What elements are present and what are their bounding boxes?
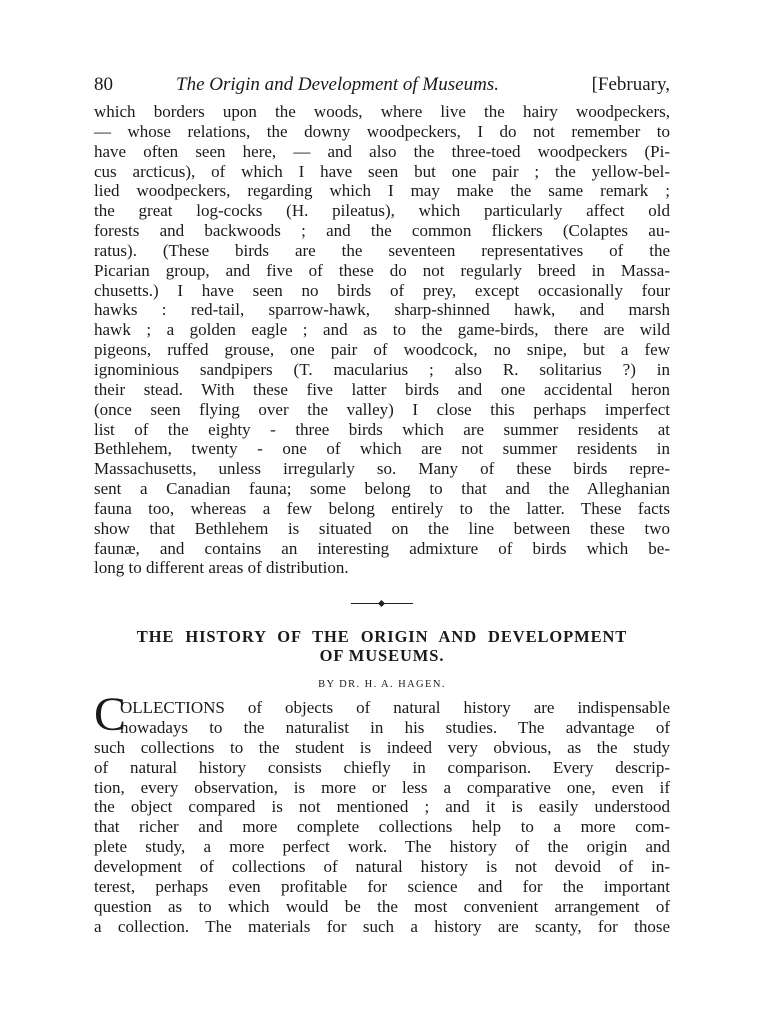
- paragraph-birds: [94, 102, 670, 578]
- text-line: which borders upon the woods, where live the hairy woodpeckers,: [94, 102, 670, 121]
- text-line: their stead. With these five latter birds and one accidental heron: [94, 379, 670, 399]
- text-line: pigeons, ruffed grouse, one pair of woodcock, no snipe, but a few: [94, 340, 670, 360]
- text-line: Massachusetts, unless irregularly so. Many of these birds repre-: [94, 459, 670, 479]
- text-line: that richer and more complete collections help to a more com-: [94, 817, 670, 837]
- text-line: list of the eighty - three birds which are summer residents at: [94, 419, 670, 439]
- journal-page: [94, 72, 670, 936]
- text-line: question as to which would be the most convenient arrangement of: [94, 896, 670, 916]
- text-line: sent a Canadian fauna; some belong to that and the Alleghanian: [94, 479, 670, 499]
- text-line: OLLECTIONS of objects of natural history are indispensable: [120, 698, 670, 718]
- article-title-line: OF MUSEUMS.: [319, 646, 445, 666]
- divider-ornament-icon: [378, 600, 385, 607]
- text-line: hawks : red-tail, sparrow-hawk, sharp-shinned hawk, and marsh: [94, 300, 670, 320]
- text-line: have often seen here, — and also the three-toed woodpeckers (Pi-: [94, 141, 670, 161]
- text-line: of natural history consists chiefly in comparison. Every descrip-: [94, 757, 670, 777]
- text-line: fauna too, whereas a few belong entirely to the latter. These facts: [94, 498, 670, 518]
- byline: BY DR. H. A. HAGEN.: [318, 679, 446, 691]
- page-number: 80: [94, 74, 113, 95]
- text-line: development of collections of natural history is not devoid of in-: [94, 857, 670, 876]
- text-line: the great log-cocks (H. pileatus), which particularly affect old: [94, 201, 670, 221]
- article-title-line: THE HISTORY OF THE ORIGIN AND DEVELOPMENT: [136, 627, 628, 647]
- text-line: — whose relations, the downy woodpeckers, I do not remember to: [94, 121, 670, 141]
- text-line: chusetts.) I have seen no birds of prey, except occasionally four: [94, 280, 670, 300]
- text-line: show that Bethlehem is situated on the line between these two: [94, 518, 670, 538]
- running-head: [94, 72, 670, 98]
- text-line: plete study, a more perfect work. The history of the origin and: [94, 837, 670, 857]
- text-line: faunæ, and contains an interesting admixture of birds which be-: [94, 538, 670, 558]
- article-title: [94, 627, 670, 665]
- text-line: the object compared is not mentioned ; and it is easily understood: [94, 797, 670, 817]
- text-line: cus arcticus), of which I have seen but one pair ; the yellow-bel-: [94, 161, 670, 181]
- text-line: terest, perhaps even profitable for science and for the important: [94, 876, 670, 896]
- section-divider: [351, 601, 413, 607]
- running-month: [February,: [591, 74, 670, 95]
- text-line: nowadays to the naturalist in his studies. The advantage of: [120, 718, 670, 738]
- text-line: Bethlehem, twenty - one of which are not summer residents in: [94, 439, 670, 459]
- text-line: Picarian group, and five of these do not regularly breed in Massa-: [94, 260, 670, 280]
- drop-cap: C: [94, 688, 127, 742]
- text-line: forests and backwoods ; and the common flickers (Colaptes au-: [94, 221, 670, 241]
- text-line: hawk ; a golden eagle ; and as to the game-birds, there are wild: [94, 320, 670, 340]
- text-line: a collection. The materials for such a history are scanty, for those: [94, 916, 670, 936]
- text-line: (once seen flying over the valley) I close this perhaps imperfect: [94, 399, 670, 419]
- article-body: [94, 688, 670, 936]
- text-line: lied woodpeckers, regarding which I may make the same remark ;: [94, 181, 670, 201]
- text-line: tion, every observation, is more or less a comparative one, even if: [94, 777, 670, 797]
- text-line: ignominious sandpipers (T. macularius ; also R. solitarius ?) in: [94, 359, 670, 379]
- text-line: such collections to the student is indeed very obvious, as the study: [94, 737, 670, 757]
- running-title: The Origin and Development of Museums.: [176, 74, 499, 95]
- text-line: long to different areas of distribution.: [94, 558, 349, 578]
- text-line: ratus). (These birds are the seventeen representatives of the: [94, 240, 670, 260]
